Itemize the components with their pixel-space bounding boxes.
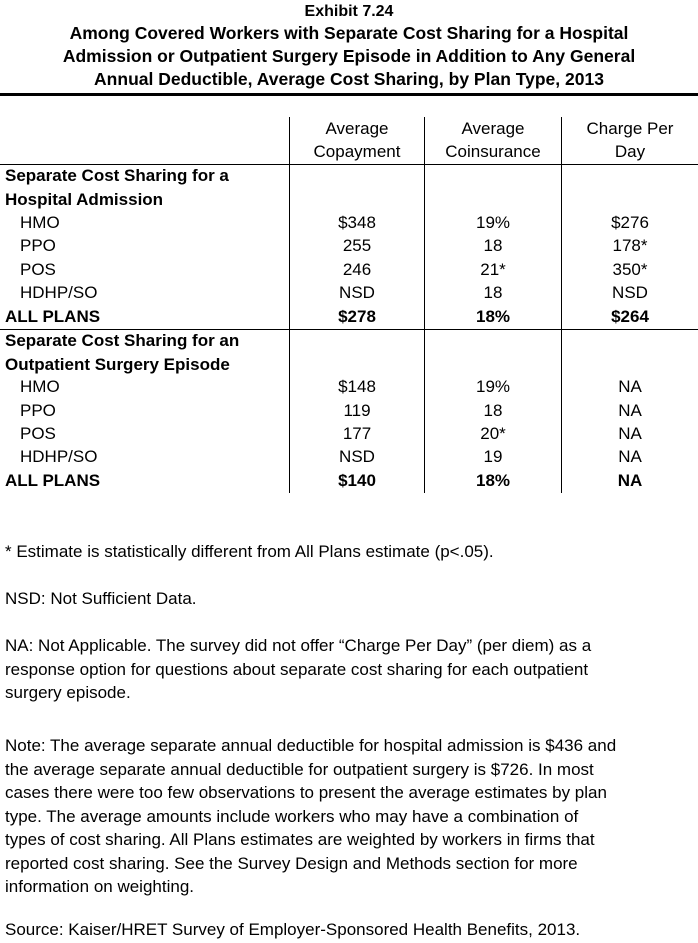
row-label: HMO — [20, 377, 60, 396]
title-line: Admission or Outpatient Surgery Episode in Addition to Any General — [62, 46, 636, 66]
copayment-cell: $148 — [338, 377, 376, 396]
row-label: ALL PLANS — [5, 307, 101, 326]
table-row — [0, 258, 698, 282]
row-label: PPO — [20, 401, 56, 420]
title-line: Annual Deductible, Average Cost Sharing, by Plan Type, 2013 — [94, 69, 604, 89]
table-row — [0, 422, 698, 446]
note-line: reported cost sharing. See the Survey Design and Methods section for more — [5, 853, 578, 873]
row-label: POS — [20, 260, 56, 279]
coinsurance-cell: 19% — [475, 377, 511, 396]
coinsurance-cell: 18 — [483, 236, 503, 255]
coinsurance-cell: 19 — [483, 447, 503, 466]
note-line: type. The average amounts include workers who may have a combination of — [5, 806, 579, 826]
charge-per-day-cell: 350* — [612, 260, 648, 279]
column-header-text: Day — [614, 142, 646, 161]
column-header-text: Copayment — [313, 142, 401, 161]
exhibit-number: Exhibit 7.24 — [304, 3, 394, 20]
coinsurance-cell: 19% — [475, 213, 511, 232]
table-row-total — [0, 469, 698, 493]
charge-per-day-cell: 178* — [612, 236, 648, 255]
note-line: information on weighting. — [5, 877, 195, 896]
section-title-text: Hospital Admission — [5, 190, 164, 209]
significance-note: * Estimate is statistically different from All Plans estimate (p<.05). — [5, 542, 494, 561]
column-header-text: Coinsurance — [445, 142, 541, 161]
note-line: NA: Not Applicable. The survey did not offer “Charge Per Day” (per diem) as a — [5, 636, 592, 655]
table-row — [0, 445, 698, 469]
table-row — [0, 399, 698, 423]
table-row — [0, 211, 698, 235]
column-header-charge-per-day — [562, 117, 698, 164]
note-line: cases there were too few observations to present the average estimates by plan — [5, 783, 607, 802]
copayment-cell: 119 — [343, 401, 371, 420]
na-note — [5, 634, 695, 705]
column-header-coinsurance — [425, 117, 561, 164]
section-title-hospital — [5, 164, 285, 212]
coinsurance-cell: 18% — [475, 307, 511, 326]
copayment-cell: $140 — [338, 471, 376, 490]
coinsurance-cell: 18% — [475, 471, 511, 490]
column-header-text: Charge Per — [586, 119, 674, 138]
charge-per-day-cell: $264 — [611, 307, 649, 326]
coinsurance-cell: 18 — [483, 401, 503, 420]
copayment-cell: NSD — [339, 447, 375, 466]
exhibit-title — [0, 0, 698, 91]
source-note: Source: Kaiser/HRET Survey of Employer-Sponsored Health Benefits, 2013. — [5, 920, 581, 939]
copayment-cell: $348 — [338, 213, 376, 232]
section-title-text: Outpatient Surgery Episode — [5, 355, 230, 374]
table-row — [0, 281, 698, 305]
column-header-text: Average — [461, 119, 525, 138]
note-line: surgery episode. — [5, 683, 131, 702]
section-title-text: Separate Cost Sharing for an — [5, 331, 240, 350]
charge-per-day-cell: NA — [617, 471, 643, 490]
coinsurance-cell: 21* — [480, 260, 506, 279]
note-line: types of cost sharing. All Plans estimates are weighted by workers in firms that — [5, 830, 595, 849]
section-title-text: Separate Cost Sharing for a — [5, 166, 229, 185]
note-line: the average separate annual deductible for outpatient surgery is $726. In most — [5, 759, 594, 779]
charge-per-day-cell: NA — [618, 377, 642, 396]
column-header-text: Average — [325, 119, 389, 138]
row-label: HDHP/SO — [20, 447, 98, 466]
row-label: PPO — [20, 236, 56, 255]
coinsurance-cell: 20* — [480, 424, 506, 443]
copayment-cell: $278 — [338, 307, 376, 326]
note-line: Note: The average separate annual deductible for hospital admission is $436 and — [5, 736, 617, 755]
copayment-cell: 255 — [342, 236, 372, 255]
table-row — [0, 234, 698, 258]
row-label: ALL PLANS — [5, 471, 101, 490]
charge-per-day-cell: NA — [618, 401, 642, 420]
copayment-cell: 177 — [342, 424, 372, 443]
section-title-outpatient — [5, 329, 285, 377]
methods-note — [5, 734, 695, 899]
copayment-cell: NSD — [339, 283, 375, 302]
charge-per-day-cell: NA — [618, 424, 642, 443]
title-rule — [0, 93, 698, 96]
copayment-cell: 246 — [342, 260, 372, 279]
table-row — [0, 375, 698, 399]
row-label: POS — [20, 424, 56, 443]
coinsurance-cell: 18 — [483, 283, 503, 302]
charge-per-day-cell: $276 — [611, 213, 649, 232]
title-line: Among Covered Workers with Separate Cost Sharing for a Hospital — [69, 23, 629, 43]
column-header-copayment — [290, 117, 424, 164]
charge-per-day-cell: NA — [618, 447, 642, 466]
nsd-note: NSD: Not Sufficient Data. — [5, 589, 197, 608]
charge-per-day-cell: NSD — [612, 283, 648, 302]
table-row-total — [0, 305, 698, 329]
row-label: HDHP/SO — [20, 283, 98, 302]
note-line: response option for questions about separate cost sharing for each outpatient — [5, 659, 589, 679]
row-label: HMO — [20, 213, 60, 232]
